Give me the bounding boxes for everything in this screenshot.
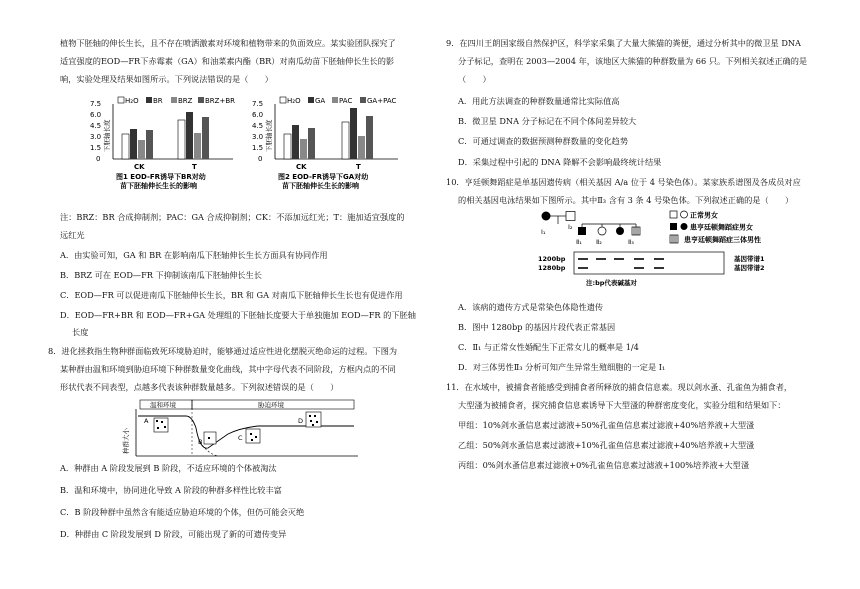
stage-b: B (198, 438, 203, 446)
bar-2-ck-1 (292, 125, 299, 159)
q9-option-b: B．微卫星 DNA 分子标记在不同个体间差异较大 (458, 116, 637, 126)
group-1-ck: CK (134, 163, 145, 171)
ytick-1-0: 7.5 (90, 100, 102, 108)
legend-1-2: BRZ (178, 97, 193, 105)
q10-option-b: B．图中 1280bp 的基因片段代表正常基因 (458, 322, 616, 332)
band-1200: 1200bp (538, 255, 566, 263)
intro-line-1: 植物下胚轴的伸长生长，且不存在喷洒激素对环境和植物带来的负面效应。某实验团队探究了 (60, 38, 396, 48)
env1-label: 温和环境 (150, 401, 176, 409)
q10-option-a: A．该病的遗传方式是常染色体隐性遗传 (458, 302, 604, 312)
group-2-ck: CK (296, 163, 307, 171)
caption-1-a: 图1 EOD-FR诱导下BR对幼 (116, 173, 206, 181)
note-line-2: 远红光 (60, 230, 85, 240)
chart-figure-1 (88, 92, 238, 200)
caption-2-a: 图2 EOD-FR诱导下GA对幼 (278, 173, 369, 181)
legend-2-0: H₂O (287, 97, 301, 105)
band-1280: 1280bp (538, 264, 566, 272)
legend-1-0: H₂O (125, 97, 139, 105)
intro-line-3: 响，实验处理及结果如图所示。下列说法错误的是（ ） (60, 74, 273, 84)
q9-stem-1: 9．在四川王朗国家级自然保护区，科学家采集了大量大熊猫的粪便，通过分析其中的微卫星 DNA (446, 38, 801, 48)
env2-label: 胁迫环境 (258, 401, 284, 409)
q11-stem-1: 11．在水域中，被捕食者能感受到捕食者所释放的捕食信息素。现以剑水蚤、孔雀鱼为捕食者， (446, 382, 793, 392)
ytick-2-1: 6.0 (252, 111, 264, 119)
bar-2-ck-2 (300, 139, 307, 159)
ytick-1-3: 3.0 (90, 133, 102, 141)
q8-stem-1: 8．进化拯救指生物种群面临致死环境胁迫时，能够通过适应性进化摆脱灭绝命运的过程。下图为 (48, 346, 398, 356)
bar-1-t-3 (202, 117, 209, 159)
q11-stem-2: 大型溞为被捕食者，探究捕食信息素诱导下大型溞的种群密度变化，实验分组和结果如下： (458, 400, 786, 410)
q8-stem-2: 某种群由温和环境到胁迫环境下种群数量变化曲线，其中字母代表不同阶段，方框内点的不同 (60, 364, 396, 374)
ylabel-2: 下胚轴长度 (265, 119, 273, 152)
q8-ylabel: 种群大小 (122, 428, 130, 454)
ytick-2-2: 4.5 (252, 122, 264, 130)
bar-2-t-0 (342, 122, 349, 159)
gen-label-ii1: Ⅱ₁ (576, 238, 582, 246)
q7-option-c: C．EOD—FR 可以促进南瓜下胚轴伸长生长，BR 和 GA 对南瓜下胚轴伸长生长也有促进作用 (60, 290, 403, 300)
group-1-t: T (192, 163, 197, 171)
bar-1-t-0 (178, 120, 185, 159)
legend-normal: 正常男女 (690, 211, 718, 220)
group-2-t: T (356, 163, 361, 171)
q7-option-d: D．EOD—FR+BR 和 EOD—FR+GA 处理组的下胚轴长度要大于单独施加 EOD—FR 的下胚轴 (60, 310, 416, 320)
stage-a: A (144, 417, 149, 425)
band-name-2: 基因带谱2 (734, 264, 765, 272)
q9-option-c: C．可通过调查的数据预测种群数量的变化趋势 (458, 136, 629, 146)
q7-option-a: A．由实验可知，GA 和 BR 在影响南瓜下胚轴伸长生长方面具有协同作用 (60, 250, 328, 260)
pedigree-figure (538, 208, 798, 290)
ytick-1-1: 6.0 (90, 111, 102, 119)
intro-line-2: 适宜强度的EOD—FR下赤霉素（GA）和油菜素内酯（BR）对南瓜幼苗下胚轴伸长生长的影 (60, 56, 395, 66)
ytick-1-2: 4.5 (90, 122, 102, 130)
bar-1-t-2 (194, 133, 201, 159)
q8-figure (118, 396, 368, 458)
gen-label-i2: I₂ (568, 223, 573, 231)
bar-2-t-1 (350, 108, 357, 159)
chart2-legend (280, 97, 397, 105)
caption-1-b: 苗下胚轴伸长生长的影响 (120, 182, 197, 190)
bar-1-ck-0 (122, 134, 129, 159)
q8-option-c: C．B 阶段种群中虽然含有能适应胁迫环境的个体，但仍可能会灭绝 (60, 507, 305, 517)
bar-1-ck-2 (138, 140, 145, 159)
q11-group-jia: 甲组：10%剑水蚤信息素过滤液+50%孔雀鱼信息素过滤液+40%培养液+大型溞 (458, 420, 755, 430)
gen-label-i1: I₁ (541, 228, 546, 236)
gen-label-ii2: Ⅱ₂ (596, 238, 602, 246)
q9-stem-3: （ ） (458, 74, 491, 84)
chart1-legend (118, 97, 235, 105)
stage-d: D (298, 417, 304, 425)
legend-trisomy: 患亨廷顿舞蹈症三体男性 (684, 236, 761, 244)
ytick-1-5: 0 (96, 155, 101, 163)
q8-stem-3: 形状代表不同表型，点越多代表该种群数量越多。下列叙述错误的是（ ） (60, 382, 339, 392)
chart-figure-2 (250, 92, 405, 200)
band-name-1: 基因带谱1 (734, 255, 765, 263)
caption-2-b: 苗下胚轴伸长生长的影响 (282, 182, 359, 190)
legend-2-1: GA (315, 97, 326, 105)
q9-stem-2: 分子标记，查明在 2003—2004 年，该地区大熊猫的种群数量为 66 只。下列相关叙述正确的是 (458, 56, 808, 66)
bar-2-t-3 (366, 116, 373, 159)
q9-option-d: D．采集过程中引起的 DNA 降解不会影响最终统计结果 (458, 157, 662, 167)
legend-2-3: GA+PAC (367, 97, 397, 105)
q8-option-d: D．种群由 C 阶段发展到 D 阶段，可能出现了新的可遗传变异 (60, 529, 287, 539)
ytick-2-3: 3.0 (252, 133, 264, 141)
legend-1-1: BR (153, 97, 163, 105)
q8-option-b: B．温和环境中，协同进化导致 A 阶段的种群多样性比较丰富 (60, 485, 282, 495)
bar-2-ck-3 (308, 128, 315, 159)
bar-1-t-1 (186, 112, 193, 159)
q11-group-bing: 丙组：0%剑水蚤信息素过滤液+0%孔雀鱼信息素过滤液+100%培养液+大型溞 (458, 460, 750, 470)
ylabel-1: 下胚轴长度 (103, 119, 111, 152)
q8-option-a: A．种群由 A 阶段发展到 B 阶段，不适应环境的个体被淘汰 (60, 463, 277, 473)
pedigree-legend (670, 211, 761, 245)
q10-stem-2: 的相关基因电泳结果如下图所示。其中Ⅱ₃ 含有 3 条 4 号染色体。下列叙述正确的是（ ） (458, 195, 794, 205)
ytick-2-4: 1.5 (252, 144, 264, 152)
q7-option-d-cont: 长度 (72, 327, 89, 337)
legend-1-3: BRZ+BR (205, 97, 235, 105)
q10-option-c: C．Ⅱ₁ 与正常女性婚配生下正常女儿的概率是 1/4 (458, 342, 639, 352)
bar-1-ck-1 (130, 129, 137, 159)
q7-option-b: B．BRZ 可在 EOD—FR 下抑制该南瓜下胚轴伸长生长 (60, 270, 262, 280)
gen-label-ii3: Ⅱ₃ (628, 238, 634, 246)
note-line-1: 注：BRZ：BR 合成抑制剂；PAC：GA 合成抑制剂；CK：不添加远红光；T：施加适宜强度的 (60, 212, 405, 222)
stage-c: C (238, 434, 243, 442)
bar-1-ck-3 (146, 130, 153, 159)
ytick-2-5: 0 (258, 155, 263, 163)
legend-2-2: PAC (339, 97, 353, 105)
q10-stem-1: 10．亨廷顿舞蹈症是单基因遗传病（相关基因 A/a 位于 4 号染色体）。某家族系谱图及各成员对应 (446, 177, 801, 187)
ytick-2-0: 7.5 (252, 100, 264, 108)
bp-note: 注:bp代表碱基对 (586, 279, 637, 287)
q11-group-yi: 乙组：50%剑水蚤信息素过滤液+10%孔雀鱼信息素过滤液+40%培养液+大型溞 (458, 440, 755, 450)
bar-2-t-2 (358, 136, 365, 159)
ytick-1-4: 1.5 (90, 144, 102, 152)
bar-2-ck-0 (284, 134, 291, 159)
q10-option-d: D．对三体男性Ⅱ₃ 分析可知产生异常生殖细胞的一定是 I₁ (458, 362, 666, 372)
q9-option-a: A．用此方法调查的种群数量通常比实际值高 (458, 96, 620, 106)
legend-affected: 患亨廷顿舞蹈症男女 (690, 223, 753, 232)
